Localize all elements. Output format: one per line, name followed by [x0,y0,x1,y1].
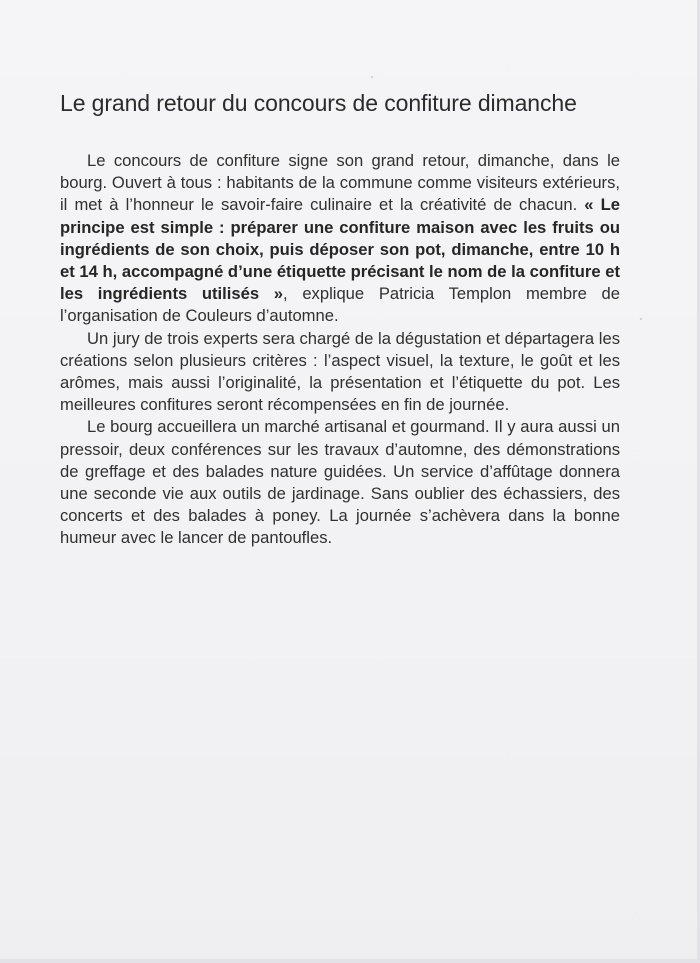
paragraph-1 [60,150,620,328]
paper-speck [371,76,373,78]
paragraph-1-quote: « Le principe est simple : préparer une confiture maison avec les fruits ou ingrédients de son choix, puis déposer son pot, dimanche, entre 10 h et 14 h, accompagné d’une étiquette précisant le nom de la confiture et les ingrédients utilisés » [60,195,620,304]
article [60,88,620,550]
paragraph-1-intro: Le concours de confiture signe son grand retour, dimanche, dans le bourg. Ouvert à tous : habitants de la commune comme visiteurs extérieurs, il met à l’honneur le savoir-faire culinaire et la créativité de chacun. [60,151,620,215]
paper-speck [640,318,642,320]
paragraph-2: Un jury de trois experts sera chargé de la dégustation et départagera les créations selon plusieurs critères : l’aspect visuel, la texture, le goût et les arômes, mais aussi l’originalité, la présentation et l’étiquette du pot. Les meilleures confitures seront récompensées en fin de journée. [60,328,620,415]
paragraph-3: Le bourg accueillera un marché artisanal et gourmand. Il y aura aussi un pressoir, deux conférences sur les travaux d’automne, des démonstrations de greffage et des balades nature guidées. Un service d’affûtage donnera une seconde vie aux outils de jardinage. Sans oublier des échassiers, des concerts et des balades à poney. La journée s’achèvera dans la bonne humeur avec le lancer de pantoufles. [60,417,620,548]
paragraph-1-attribution: , explique Patricia Templon membre de l’organisation de Couleurs d’automne. [60,284,620,326]
article-body [60,150,620,550]
article-title: Le grand retour du concours de confiture dimanche [60,90,577,116]
scan-edge-bottom [0,959,700,963]
